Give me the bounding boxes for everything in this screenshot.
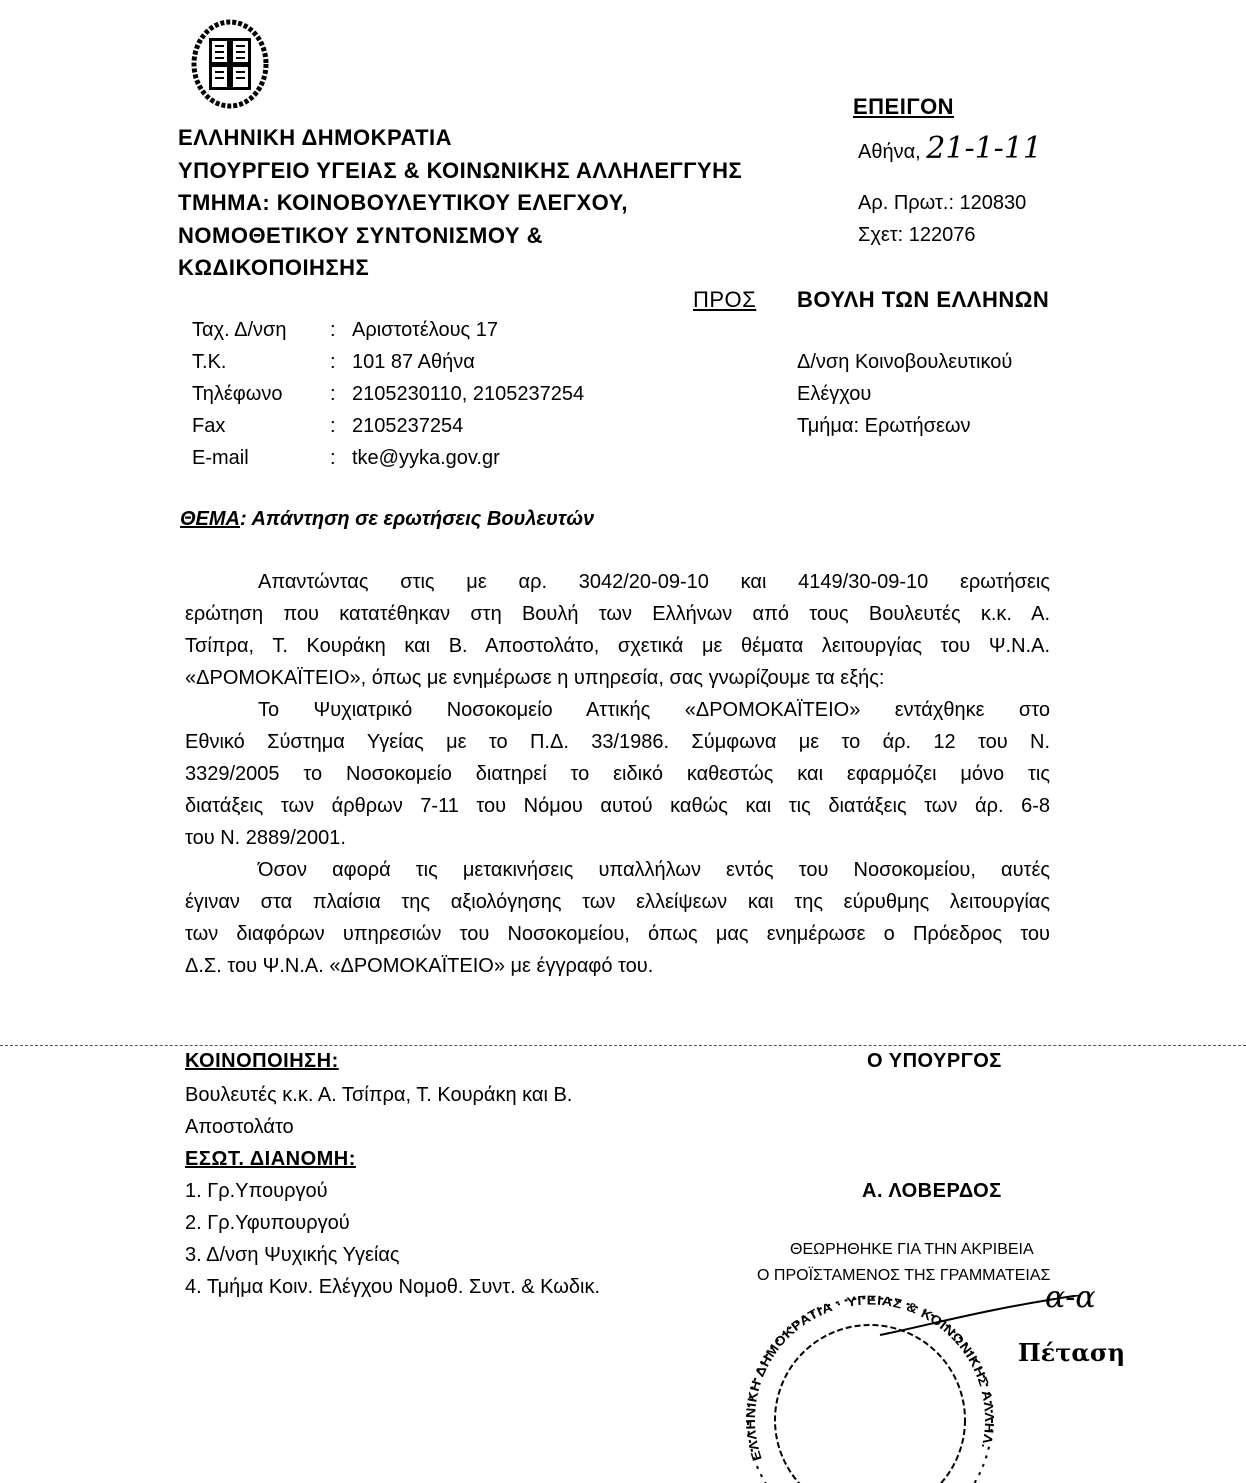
distribution-item: 4. Τμήμα Κοιν. Ελέγχου Νομοθ. Συντ. & Κωδικ. <box>185 1276 601 1298</box>
recipient-line: Δ/νση Κοινοβουλευτικού <box>797 351 1013 373</box>
recipient-name: ΒΟΥΛΗ ΤΩΝ ΕΛΛΗΝΩΝ <box>797 287 1050 312</box>
recipient-line: Τμήμα: Ερωτήσεων <box>797 415 971 437</box>
contact-colon: : <box>330 383 336 405</box>
contact-value: 101 87 Αθήνα <box>352 351 475 373</box>
certification-line: ΘΕΩΡΗΘΗΚΕ ΓΙΑ ΤΗΝ ΑΚΡΙΒΕΙΑ <box>790 1241 1034 1258</box>
to-label: ΠΡΟΣ <box>693 287 757 312</box>
recipient-line: Ελέγχου <box>797 383 872 405</box>
subject-label: ΘΕΜΑ <box>180 508 240 530</box>
cc-label: ΚΟΙΝΟΠΟΙΗΣΗ: <box>185 1050 339 1072</box>
body-line: Το Ψυχιατρικό Νοσοκομείο Αττικής «ΔΡΟΜΟΚΑΪΤΕΙΟ» εντάχθηκε στο <box>258 699 1050 721</box>
official-stamp <box>730 1295 1130 1483</box>
minister-title: Ο ΥΠΟΥΡΓΟΣ <box>867 1050 1002 1072</box>
body-line: του Ν. 2889/2001. <box>185 827 346 849</box>
header-line: ΝΟΜΟΘΕΤΙΚΟΥ ΣΥΝΤΟΝΙΣΜΟΥ & <box>178 222 544 248</box>
body-line: των διαφόρων υπηρεσιών του Νοσοκομείου, όπως μας ενημέρωσε ο Πρόεδρος του <box>185 923 1050 945</box>
contact-colon: : <box>330 351 336 373</box>
contact-colon: : <box>330 415 336 437</box>
distribution-item: 2. Γρ.Υφυπουργού <box>185 1212 350 1234</box>
header-line: ΕΛΛΗΝΙΚΗ ΔΗΜΟΚΡΑΤΙΑ <box>178 125 453 150</box>
body-line: Δ.Σ. του Ψ.Ν.Α. «ΔΡΟΜΟΚΑΪΤΕΙΟ» με έγγραφό του. <box>185 955 654 977</box>
contact-label: Ταχ. Δ/νση <box>192 319 287 341</box>
svg-text:ΕΛΛΗΝΙΚΗ ΔΗΜΟΚΡΑΤΙΑ · ΥΓΕΙΑΣ & <box>743 1295 997 1463</box>
cc-line: Αποστολάτο <box>185 1116 294 1138</box>
date-line <box>858 131 1042 166</box>
contact-value: Αριστοτέλους 17 <box>352 319 498 341</box>
urgent-label: ΕΠΕΙΓΟΝ <box>853 94 955 119</box>
body-line: Όσον αφορά τις μετακινήσεις υπαλλήλων εντός του Νοσοκομείου, αυτές <box>258 859 1050 881</box>
contact-label: Τ.Κ. <box>192 351 227 373</box>
handwritten-date: 21-1-11 <box>926 131 1042 166</box>
contact-label: E-mail <box>192 447 249 469</box>
body-line: 3329/2005 το Νοσοκομείο διατηρεί το ειδικό καθεστώς και εφαρμόζει μόνο τις <box>185 763 1050 785</box>
contact-value: 2105237254 <box>352 415 464 437</box>
protocol-number: Αρ. Πρωτ.: 120830 <box>858 192 1027 214</box>
body-line: Εθνικό Σύστημα Υγείας με το Π.Δ. 33/1986. Σύμφωνα με το άρ. 12 του Ν. <box>185 731 1050 753</box>
distribution-item: 1. Γρ.Υπουργού <box>185 1180 328 1202</box>
contact-label: Τηλέφωνο <box>192 383 283 405</box>
minister-name: Α. ΛΟΒΕΡΔΟΣ <box>862 1180 1002 1202</box>
body-line: διατάξεις των άρθρων 7-11 του Νόμου αυτού καθώς και τις διατάξεις των άρ. 6-8 <box>185 795 1050 817</box>
body-line: έγιναν στα πλαίσια της αξιολόγησης των ελλείψεων και της εύρυθμης λειτουργίας <box>185 891 1050 913</box>
contact-value: tke@yyka.gov.gr <box>352 447 500 469</box>
stamp-text: ΕΛΛΗΝΙΚΗ ΔΗΜΟΚΡΑΤΙΑ · ΥΓΕΙΑΣ & ΚΟΙΝΩΝΙΚΗΣ ΑΛΛΗΛ. <box>742 1295 998 1463</box>
contact-label: Fax <box>192 415 226 437</box>
distribution-item: 3. Δ/νση Ψυχικής Υγείας <box>185 1244 400 1266</box>
internal-distribution-label: ΕΣΩΤ. ΔΙΑΝΟΜΗ: <box>185 1148 356 1170</box>
cc-line: Βουλευτές κ.κ. Α. Τσίπρα, Τ. Κουράκη και Β. <box>185 1084 573 1106</box>
initials: α-α <box>1045 1280 1096 1315</box>
body-line: Απαντώντας στις με αρ. 3042/20-09-10 και 4149/30-09-10 ερωτήσεις <box>258 571 1050 593</box>
body-line: ερώτηση που κατατέθηκαν στη Βουλή των Ελλήνων από τους Βουλευτές κ.κ. Α. <box>185 603 1050 625</box>
coat-of-arms-emblem <box>185 12 275 112</box>
contact-value: 2105230110, 2105237254 <box>352 383 585 405</box>
certification-line: Ο ΠΡΟΪΣΤΑΜΕΝΟΣ ΤΗΣ ΓΡΑΜΜΑΤΕΙΑΣ <box>757 1267 1051 1284</box>
contact-colon: : <box>330 447 336 469</box>
divider <box>0 1045 1246 1046</box>
related-number: Σχετ: 122076 <box>858 224 976 246</box>
place: Αθήνα, <box>858 141 921 163</box>
subject-line <box>180 508 594 531</box>
header-line: ΥΠΟΥΡΓΕΙΟ ΥΓΕΙΑΣ & ΚΟΙΝΩΝΙΚΗΣ ΑΛΛΗΛΕΓΓΥΗΣ <box>178 157 743 183</box>
body-line: Τσίπρα, Τ. Κουράκη και Β. Αποστολάτο, σχετικά με θέματα λειτουργίας του Ψ.Ν.Α. <box>185 635 1050 657</box>
body-line: «ΔΡΟΜΟΚΑΪΤΕΙΟ», όπως με ενημέρωσε η υπηρεσία, σας γνωρίζουμε τα εξής: <box>185 667 885 689</box>
contact-colon: : <box>330 319 336 341</box>
header-line: ΤΜΗΜΑ: ΚΟΙΝΟΒΟΥΛΕΥΤΙΚΟΥ ΕΛΕΓΧΟΥ, <box>178 190 628 215</box>
header-line: ΚΩΔΙΚΟΠΟΙΗΣΗΣ <box>178 255 370 280</box>
stamp-signer: Πέταση <box>1018 1338 1126 1367</box>
subject-text: : Απάντηση σε ερωτήσεις Βουλευτών <box>240 508 595 530</box>
